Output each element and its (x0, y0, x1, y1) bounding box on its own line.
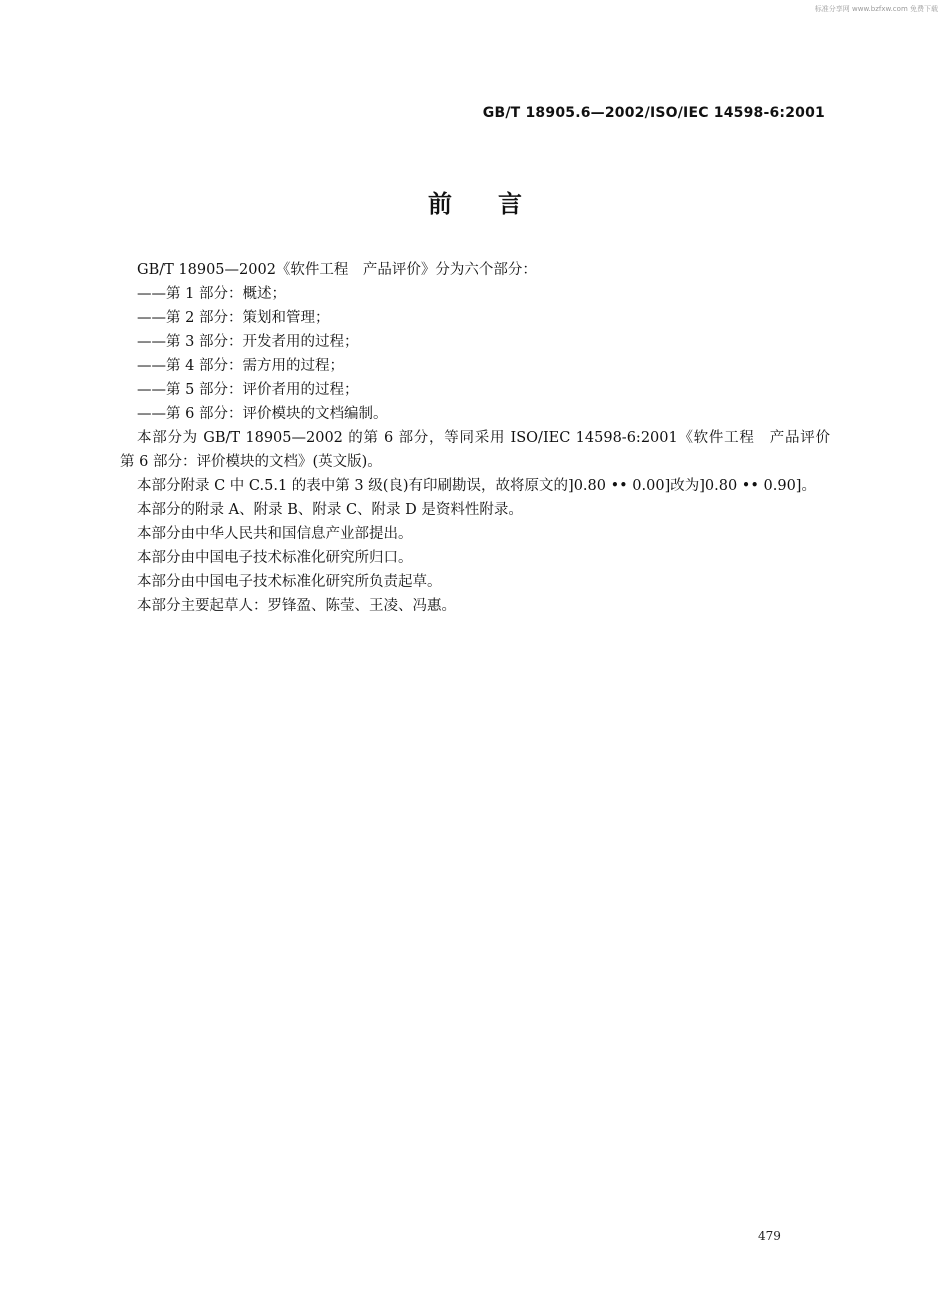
erratum-paragraph: 本部分附录 C 中 C.5.1 的表中第 3 级(良)有印刷勘误，故将原文的]0.80 •• 0.00]改为]0.80 •• 0.90]。 (137, 478, 816, 494)
page-title: 前言 (428, 190, 568, 218)
list-item: ——第 5 部分：评价者用的过程； (137, 382, 359, 398)
drafters-paragraph: 本部分主要起草人：罗锋盈、陈莹、王凌、冯惠。 (137, 598, 456, 614)
standard-code: GB/T 18905.6—2002/ISO/IEC 14598-6:2001 (482, 105, 825, 121)
list-item: ——第 4 部分：需方用的过程； (137, 358, 344, 374)
document-body (120, 258, 845, 618)
list-item: ——第 6 部分：评价模块的文档编制。 (137, 406, 388, 422)
list-item: ——第 1 部分：概述； (137, 286, 286, 302)
intro-paragraph: GB/T 18905—2002《软件工程 产品评价》分为六个部分： (137, 262, 537, 278)
adoption-paragraph: 本部分为 GB/T 18905—2002 的第 6 部分，等同采用 ISO/IEC 14598-6:2001《软件工程 产品评价 第 6 部分：评价模块的文档》(英文版)。 (120, 430, 845, 470)
watermark: 标准分享网 www.bzfxw.com 免费下载 (814, 5, 938, 13)
drafted-paragraph: 本部分由中国电子技术标准化研究所负责起草。 (137, 574, 442, 590)
annex-paragraph: 本部分的附录 A、附录 B、附录 C、附录 D 是资料性附录。 (137, 502, 523, 518)
list-item: ——第 3 部分：开发者用的过程； (137, 334, 359, 350)
proposed-paragraph: 本部分由中华人民共和国信息产业部提出。 (137, 526, 413, 542)
list-item: ——第 2 部分：策划和管理； (137, 310, 330, 326)
managed-paragraph: 本部分由中国电子技术标准化研究所归口。 (137, 550, 413, 566)
page-number: 479 (758, 1229, 781, 1243)
